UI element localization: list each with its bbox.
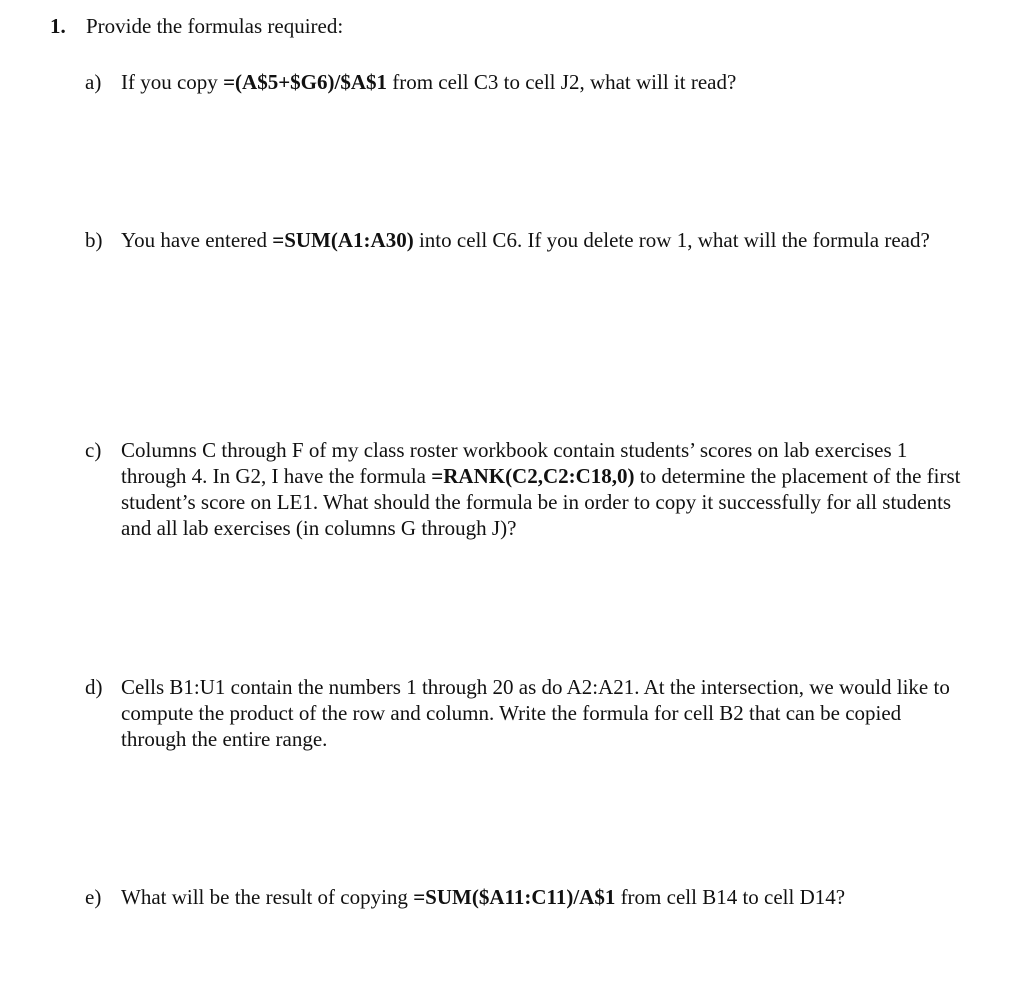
question-heading (50, 14, 343, 39)
part-letter: a) (85, 70, 102, 94)
part-text-post: from cell B14 to cell D14? (615, 885, 846, 909)
part-formula: =SUM($A11:C11)/A$1 (413, 885, 616, 909)
part-text-post: to determine the placement of the first student’s score on LE1. What should the formula be in order to copy it successfully for all students and all lab exercises (in columns G through J)? (121, 464, 961, 540)
part-text (121, 69, 965, 95)
part-text (121, 437, 965, 541)
part-a (85, 69, 965, 95)
part-d (85, 674, 965, 752)
part-letter: d) (85, 675, 103, 699)
part-text-post: into cell C6. If you delete row 1, what will the formula read? (413, 228, 930, 252)
part-formula: =SUM(A1:A30) (272, 228, 414, 252)
part-letter: c) (85, 438, 102, 462)
part-text (121, 884, 965, 910)
part-text-pre: You have entered (121, 228, 273, 252)
part-formula: =RANK(C2,C2:C18,0) (431, 464, 635, 488)
part-formula: =(A$5+$G6)/$A$1 (223, 70, 387, 94)
part-letter: e) (85, 885, 102, 909)
part-b (85, 227, 965, 253)
part-c (85, 437, 965, 541)
part-e (85, 884, 965, 910)
question-number: 1. (50, 14, 66, 38)
question-title: Provide the formulas required: (86, 14, 344, 38)
part-text-pre: Columns C through F of my class roster workbook contain students’ scores on lab exercises 1 through 4. In G2, I have the formula (121, 438, 908, 488)
part-text (121, 227, 965, 253)
part-text: Cells B1:U1 contain the numbers 1 through 20 as do A2:A21. At the intersection, we would like to compute the product of the row and column. Write the formula for cell B2 that can be copied through the entire range. (121, 675, 950, 751)
part-text-pre: What will be the result of copying (121, 885, 414, 909)
part-text-post: from cell C3 to cell J2, what will it read? (386, 70, 737, 94)
part-text-pre: If you copy (121, 70, 224, 94)
part-letter: b) (85, 228, 103, 252)
